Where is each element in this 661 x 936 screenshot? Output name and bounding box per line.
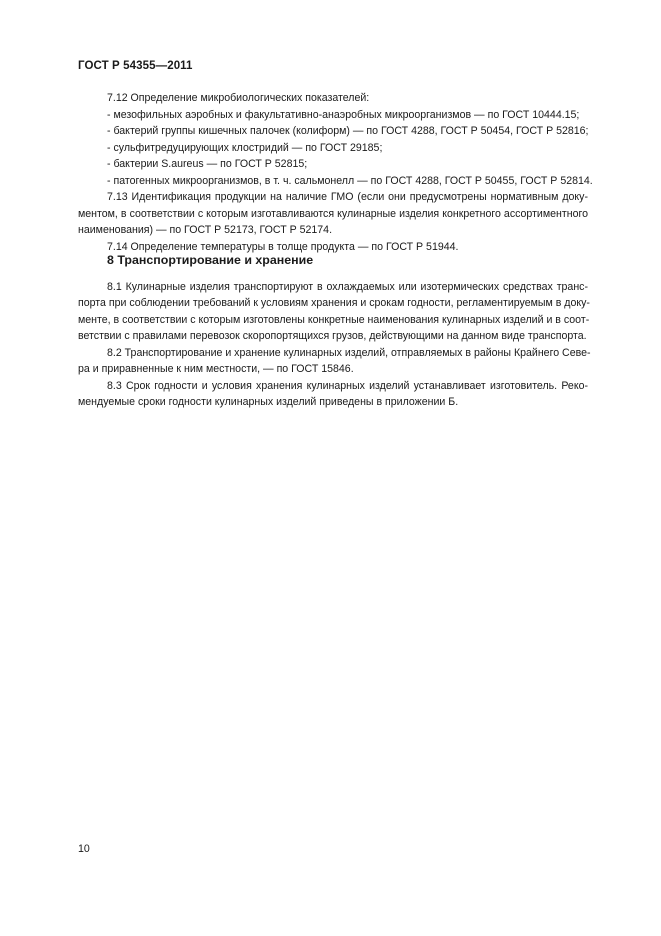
paragraph-7-13-line: наименования) — по ГОСТ Р 52173, ГОСТ Р 52174. [78,224,333,236]
document-header: ГОСТ Р 54355—2011 [78,60,193,72]
paragraph-7-13-line: 7.13 Идентификация продукции на наличие ГМО (если они предусмотрены нормативным доку- [107,191,588,203]
paragraph-8-1-line: 8.1 Кулинарные изделия транспортируют в охлаждаемых или изотермических средствах транс- [107,281,588,293]
paragraph-8-3-line: мендуемые сроки годности кулинарных изделий приведены в приложении Б. [78,396,459,408]
list-item: - бактерий группы кишечных палочек (колиформ) — по ГОСТ 4288, ГОСТ Р 50454, ГОСТ Р 52816; [107,125,589,137]
section-8-heading: 8 Транспортирование и хранение [107,253,314,267]
paragraph-8-3-line: 8.3 Срок годности и условия хранения кулинарных изделий устанавливает изготовитель. Реко- [107,380,588,392]
list-item: - мезофильных аэробных и факультативно-анаэробных микроорганизмов — по ГОСТ 10444.15; [107,109,580,121]
paragraph-8-1-line: менте, в соответствии с которым изготовлены конкретные наименования кулинарных изделий и в соот- [78,314,590,326]
page-number: 10 [78,843,90,855]
paragraph-8-1-line: порта при соблюдении требований к условиям хранения и срокам годности, регламентируемым в доку- [78,297,590,309]
paragraph-7-14: 7.14 Определение температуры в толще продукта — по ГОСТ Р 51944. [107,241,459,253]
paragraph-8-1-line: ветствии с правилами перевозок скоропортящихся грузов, действующими на данном виде транспорта. [78,330,587,342]
list-item: - патогенных микроорганизмов, в т. ч. сальмонелл — по ГОСТ 4288, ГОСТ Р 50455, ГОСТ Р 52814. [107,175,593,187]
paragraph-7-13-line: ментом, в соответствии с которым изготавливаются кулинарные изделия конкретного ассортиментного [78,208,588,220]
list-item: - бактерии S.aureus — по ГОСТ Р 52815; [107,158,308,170]
paragraph-8-2-line: 8.2 Транспортирование и хранение кулинарных изделий, отправляемых в районы Крайнего Севе- [107,347,591,359]
paragraph-7-12: 7.12 Определение микробиологических показателей: [107,92,370,104]
list-item: - сульфитредуцирующих клостридий — по ГОСТ 29185; [107,142,383,154]
paragraph-8-2-line: ра и приравненные к ним местности, — по ГОСТ 15846. [78,363,354,375]
